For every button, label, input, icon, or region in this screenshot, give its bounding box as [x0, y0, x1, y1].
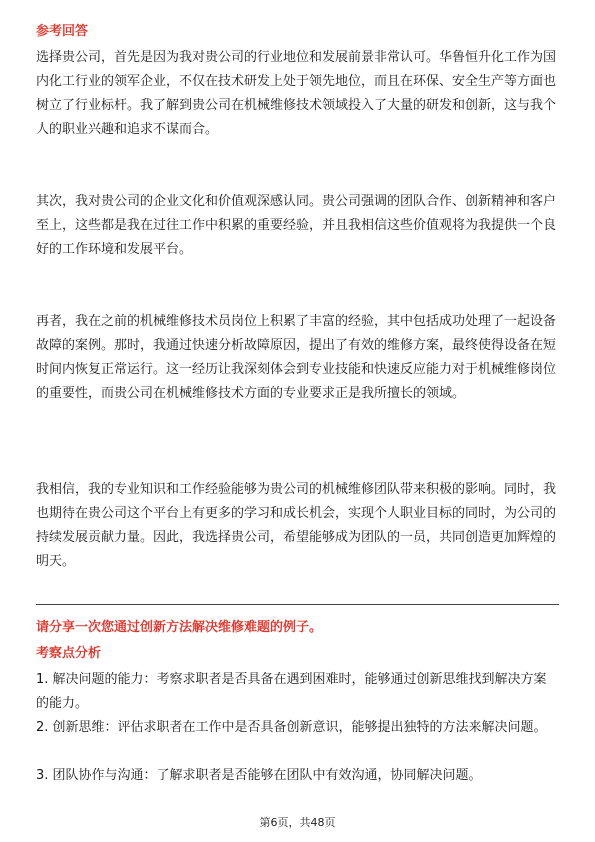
- answer-paragraph-1: 选择贵公司，首先是因为我对贵公司的行业地位和发展前景非常认可。华鲁恒升化工作为国内化工行业的领军企业，不仅在技术研发上处于领先地位，而且在环保、安全生产等方面也树立了行业标杆。我了解到贵公司在机械维修技术领域投入了大量的研发和创新，这与我个人的职业兴趣和追求不谋而合。: [36, 50, 557, 137]
- analysis-point-3: 3. 团队协作与沟通：了解求职者是否能够在团队中有效沟通，协同解决问题。: [36, 768, 482, 783]
- answer-paragraph-4: 我相信，我的专业知识和工作经验能够为贵公司的机械维修团队带来积极的影响。同时，我也期待在贵公司这个平台上有更多的学习和成长机会，实现个人职业目标的同时，为公司的持续发展贡献力量。因此，我选择贵公司，希望能够成为团队的一员，共同创造更加辉煌的明天。: [36, 482, 557, 569]
- interview-question: 请分享一次您通过创新方法解决维修难题的例子。: [36, 620, 323, 635]
- page-number: 第6页，共48页: [259, 816, 336, 829]
- section-divider: [36, 604, 559, 605]
- reference-answer-heading: 参考回答: [36, 24, 89, 39]
- answer-paragraph-3: 再者，我在之前的机械维修技术员岗位上积累了丰富的经验，其中包括成功处理了一起设备故障的案例。那时，我通过快速分析故障原因，提出了有效的维修方案，最终使得设备在短时间内恢复正常运行。这一经历让我深刻体会到专业技能和快速反应能力对于机械维修岗位的重要性，而贵公司在机械维修技术方面的专业要求正是我所擅长的领域。: [36, 314, 557, 401]
- analysis-point-2: 2. 创新思维：评估求职者在工作中是否具备创新意识，能够提出独特的方法来解决问题。: [36, 720, 547, 735]
- analysis-point-1: 1. 解决问题的能力：考察求职者是否具备在遇到困难时，能够通过创新思维找到解决方案的能力。: [36, 672, 547, 711]
- analysis-heading: 考察点分析: [36, 646, 102, 661]
- answer-paragraph-2: 其次，我对贵公司的企业文化和价值观深感认同。贵公司强调的团队合作、创新精神和客户至上，这些都是我在过往工作中积累的重要经验，并且我相信这些价值观将为我提供一个良好的工作环境和发展平台。: [36, 194, 557, 257]
